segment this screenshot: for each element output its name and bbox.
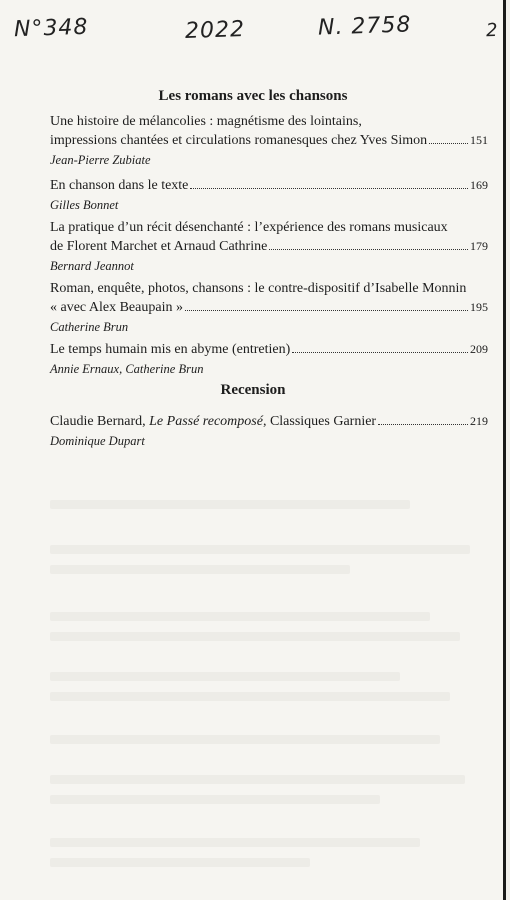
page-number: 209 bbox=[470, 342, 488, 356]
page-number: 195 bbox=[470, 300, 488, 314]
show-through bbox=[50, 500, 410, 509]
page-number: 169 bbox=[470, 178, 488, 192]
entry-author: Annie Ernaux, Catherine Brun bbox=[50, 362, 204, 376]
page-number: 179 bbox=[470, 239, 488, 253]
entry-author: Jean-Pierre Zubiate bbox=[50, 153, 151, 167]
entry-title-line: Une histoire de mélancolies : magnétisme des lointains, bbox=[50, 114, 362, 129]
dot-leader bbox=[190, 188, 468, 189]
toc-entry bbox=[50, 412, 488, 450]
show-through bbox=[50, 565, 350, 574]
section-title-romans: Les romans avec les chansons bbox=[158, 88, 348, 104]
handwritten-reference: N. 2758 bbox=[317, 12, 412, 41]
toc-entry bbox=[50, 340, 488, 378]
entry-title-line: En chanson dans le texte bbox=[50, 178, 189, 193]
dot-leader bbox=[292, 352, 468, 353]
toc-entry bbox=[50, 219, 488, 275]
review-publisher: , Classiques Garnier bbox=[262, 414, 377, 429]
entry-title-line: La pratique d’un récit désenchanté : l’expérience des romans musicaux bbox=[50, 220, 448, 235]
entry-author: Catherine Brun bbox=[50, 320, 129, 334]
show-through bbox=[50, 545, 470, 554]
entry-author: Dominique Dupart bbox=[50, 434, 145, 448]
show-through bbox=[50, 612, 430, 621]
show-through bbox=[50, 735, 440, 744]
handwritten-issue-number: N°348 bbox=[13, 14, 89, 43]
show-through bbox=[50, 692, 450, 701]
show-through bbox=[50, 775, 465, 784]
show-through bbox=[50, 632, 460, 641]
page-number: 219 bbox=[470, 414, 488, 428]
toc-entry bbox=[50, 280, 488, 336]
entry-author: Gilles Bonnet bbox=[50, 198, 119, 212]
page-number: 151 bbox=[470, 133, 488, 147]
entry-title-line: Roman, enquête, photos, chansons : le contre-dispositif d’Isabelle Monnin bbox=[50, 281, 467, 296]
show-through bbox=[50, 795, 380, 804]
toc-entry bbox=[50, 113, 488, 169]
entry-title-line: de Florent Marchet et Arnaud Cathrine bbox=[50, 239, 268, 254]
review-author-name: Claudie Bernard, bbox=[50, 414, 150, 429]
dot-leader bbox=[378, 424, 468, 425]
entry-title-line bbox=[50, 413, 376, 431]
section-title-recension: Recension bbox=[220, 382, 286, 398]
entry-author: Bernard Jeannot bbox=[50, 259, 134, 273]
review-book-title: Le Passé recomposé bbox=[149, 414, 263, 429]
dot-leader bbox=[429, 143, 468, 144]
show-through bbox=[50, 838, 420, 847]
dot-leader bbox=[185, 310, 468, 311]
handwritten-page-number: 2 bbox=[485, 19, 499, 42]
dot-leader bbox=[269, 249, 468, 250]
toc-entry bbox=[50, 176, 488, 214]
entry-title-line: « avec Alex Beaupain » bbox=[50, 300, 183, 315]
entry-title-line: Le temps humain mis en abyme (entretien) bbox=[50, 342, 291, 357]
show-through bbox=[50, 672, 400, 681]
handwritten-year: 2022 bbox=[184, 16, 246, 45]
entry-title-line: impressions chantées et circulations romanesques chez Yves Simon bbox=[50, 133, 428, 148]
show-through bbox=[50, 858, 310, 867]
